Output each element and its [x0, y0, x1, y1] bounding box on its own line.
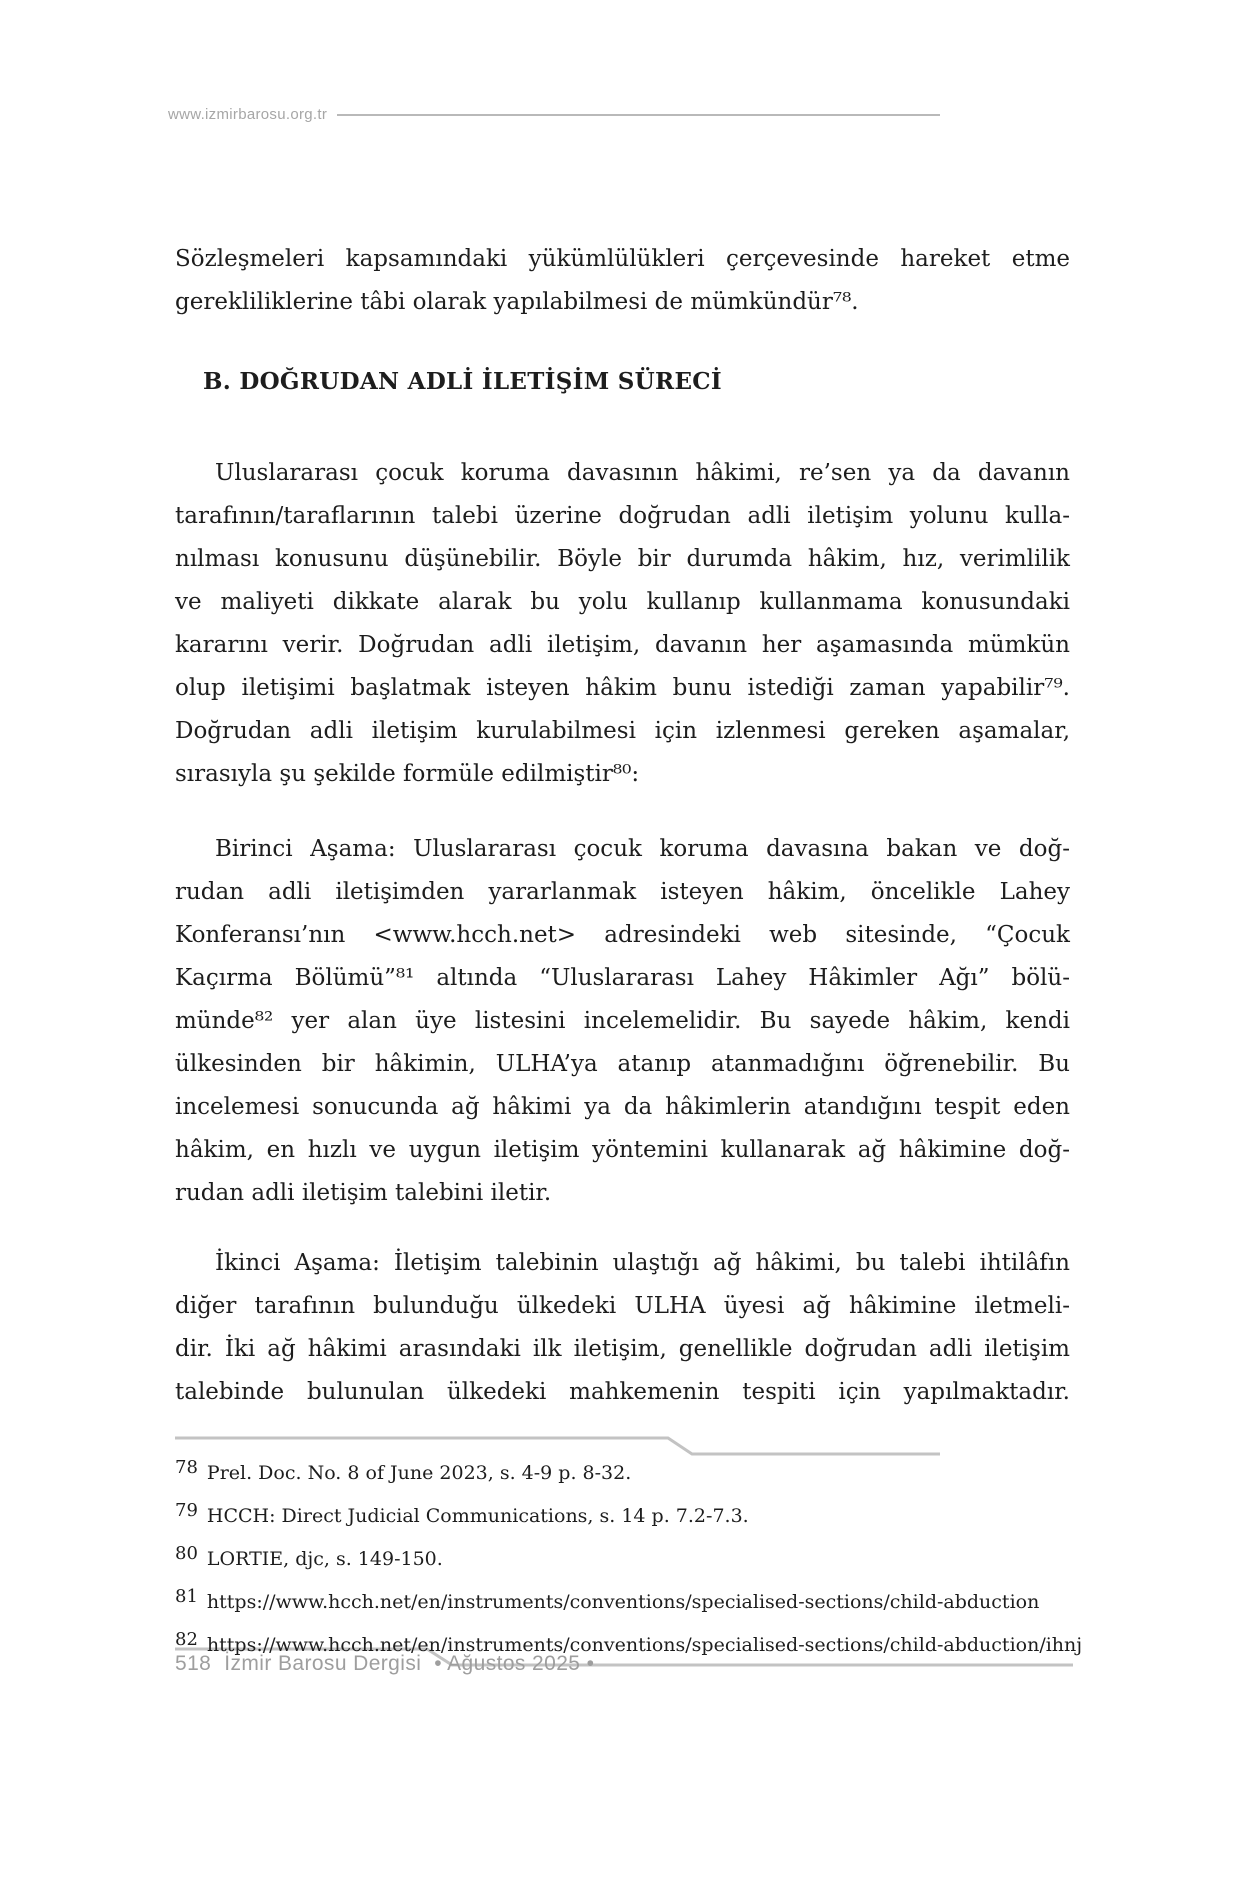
body-line: Konferansı’nın <www.hcch.net> adresindeki web sitesinde, “Çocuk [175, 922, 1070, 948]
body-line: gerekliliklerine tâbi olarak yapılabilmesi de mümkündür⁷⁸. [175, 289, 859, 315]
footnote-item [175, 1538, 1195, 1581]
paragraph-1 [175, 238, 1070, 324]
paragraph-2 [175, 452, 1070, 796]
footnote-text: LORTIE, djc, s. 149-150. [206, 1548, 443, 1570]
body-line: Doğrudan adli iletişim kurulabilmesi için izlenmesi gereken aşamalar, [175, 718, 1070, 744]
body-line: tarafının/taraflarının talebi üzerine doğrudan adli iletişim yolunu kulla- [175, 503, 1070, 529]
footnote-number: 79 [175, 1500, 198, 1521]
body-line: ülkesinden bir hâkimin, ULHA’ya atanıp atanmadığını öğrenebilir. Bu [175, 1051, 1070, 1077]
page-header [168, 106, 940, 123]
footnotes-section [175, 1452, 1195, 1667]
footnote-number: 81 [175, 1586, 198, 1607]
section-heading: B. DOĞRUDAN ADLİ İLETİŞİM SÜRECİ [203, 368, 722, 395]
body-line: rudan adli iletişim talebini iletir. [175, 1180, 552, 1206]
body-line: kararını verir. Doğrudan adli iletişim, davanın her aşamasında mümkün [175, 632, 1070, 658]
footnote-text: HCCH: Direct Judicial Communications, s. 14 p. 7.2-7.3. [206, 1505, 749, 1527]
body-line: sırasıyla şu şekilde formüle edilmiştir⁸⁰: [175, 761, 640, 787]
body-line: Uluslararası çocuk koruma davasının hâkimi, re’sen ya da davanın [215, 460, 1070, 486]
footnote-item [175, 1452, 1195, 1495]
paragraph-3 [175, 828, 1070, 1215]
body-line: talebinde bulunulan ülkedeki mahkemenin tespiti için yapılmaktadır. [175, 1379, 1070, 1405]
footer-journal-title: İzmir Barosu Dergisi [224, 1652, 422, 1675]
footer-issue: • Ağustos 2025 • [434, 1652, 595, 1675]
footnote-number: 80 [175, 1543, 198, 1564]
footnote-item [175, 1495, 1195, 1538]
header-rule [337, 114, 940, 116]
footnote-text: Prel. Doc. No. 8 of June 2023, s. 4-9 p. 8-32. [206, 1462, 632, 1484]
footnote-number: 78 [175, 1457, 198, 1478]
body-line: ve maliyeti dikkate alarak bu yolu kullanıp kullanmama konusundaki [175, 589, 1070, 615]
header-url: www.izmirbarosu.org.tr [168, 106, 328, 123]
footnote-text: https://www.hcch.net/en/instruments/conventions/specialised-sections/child-abduction/ihnj [206, 1634, 1083, 1656]
body-line: Kaçırma Bölümü”⁸¹ altında “Uluslararası Lahey Hâkimler Ağı” bölü- [175, 965, 1070, 991]
paragraph-4 [175, 1242, 1070, 1414]
footnote-item [175, 1581, 1195, 1624]
body-line: münde⁸² yer alan üye listesini incelemelidir. Bu sayede hâkim, kendi [175, 1008, 1070, 1034]
body-line: nılması konusunu düşünebilir. Böyle bir durumda hâkim, hız, verimlilik [175, 546, 1070, 572]
body-line: incelemesi sonucunda ağ hâkimi ya da hâkimlerin atandığını tespit eden [175, 1094, 1070, 1120]
body-line: Sözleşmeleri kapsamındaki yükümlülükleri çerçevesinde hareket etme [175, 246, 1070, 272]
body-line: İkinci Aşama: İletişim talebinin ulaştığı ağ hâkimi, bu talebi ihtilâfın [215, 1250, 1070, 1276]
footer-page-number: 518 [175, 1652, 212, 1675]
body-line: dir. İki ağ hâkimi arasındaki ilk iletişim, genellikle doğrudan adli iletişim [175, 1336, 1070, 1362]
body-line: olup iletişimi başlatmak isteyen hâkim bunu istediği zaman yapabilir⁷⁹. [175, 675, 1070, 701]
footnote-number: 82 [175, 1629, 198, 1650]
footnote-text: https://www.hcch.net/en/instruments/conventions/specialised-sections/child-abduction [206, 1591, 1040, 1613]
body-line: diğer tarafının bulunduğu ülkedeki ULHA üyesi ağ hâkimine iletmeli- [175, 1293, 1070, 1319]
body-line: rudan adli iletişimden yararlanmak isteyen hâkim, öncelikle Lahey [175, 879, 1070, 905]
page-footer [175, 1652, 594, 1676]
body-line: Birinci Aşama: Uluslararası çocuk koruma davasına bakan ve doğ- [215, 836, 1070, 862]
body-line: hâkim, en hızlı ve uygun iletişim yöntemini kullanarak ağ hâkimine doğ- [175, 1137, 1070, 1163]
